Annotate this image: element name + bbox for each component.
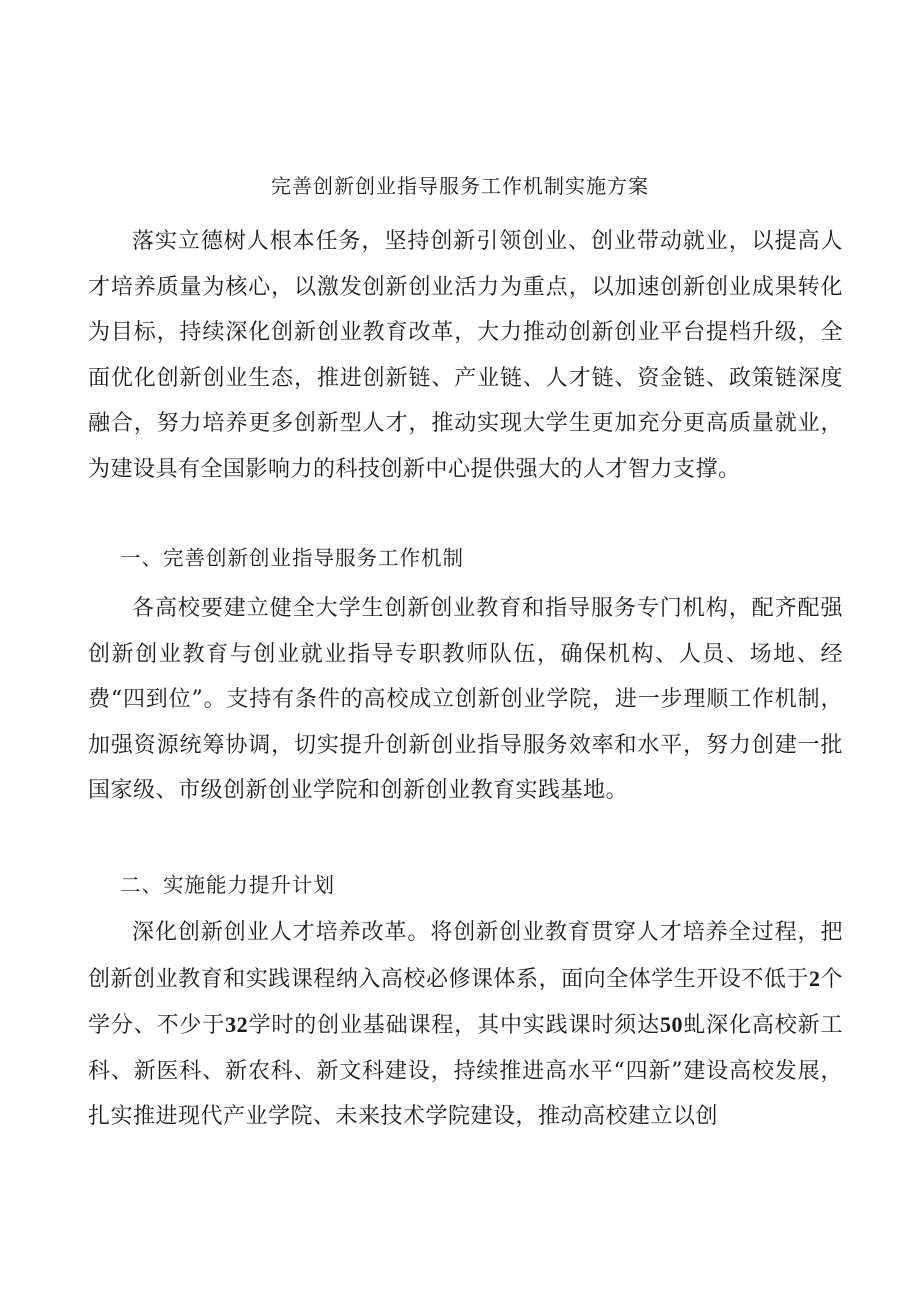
section-2-text-2: 个学分、不少于	[88, 966, 843, 1039]
section-2-heading: 二、实施能力提升计划	[120, 873, 335, 897]
section-1-heading: 一、完善创新创业指导服务工作机制	[120, 546, 464, 570]
document-title: 完善创新创业指导服务工作机制实施方案	[271, 174, 649, 198]
section-1-paragraph: 各高校要建立健全大学生创新创业教育和指导服务专门机构，配齐配强创新创业教育与创业就业指导专职教师队伍，确保机构、人员、场地、经费“四到位”。支持有条件的高校成立创新创业学院，进一步理顺工作机制，加强资源统筹协调，切实提升创新创业指导服务效率和水平，努力创建一批国家级、市级创新创业学院和创新创业教育实践基地。	[88, 596, 843, 804]
section-2-text-4: 虬深化高校新工科、新医科、新农科、新文科建设，持续推进高水平“四新”建设高校发展，扎实推进现代产业学院、未来技术学院建设，推动高校建立以创	[88, 1013, 843, 1130]
credits-number: 2	[808, 965, 821, 991]
percent-number: 50	[659, 1012, 683, 1038]
section-2-text-3: 学时的创业基础课程，其中实践课时须达	[248, 1013, 660, 1039]
section-2-paragraph	[88, 910, 843, 1140]
section-2-text-1: 深化创新创业人才培养改革。将创新创业教育贯穿人才培养全过程，把创新创业教育和实践课程纳入高校必修课体系，面向全体学生开设不低于	[88, 920, 843, 992]
hours-number: 32	[225, 1012, 249, 1038]
intro-paragraph: 落实立德树人根本任务，坚持创新引领创业、创业带动就业，以提高人才培养质量为核心，以激发创新创业活力为重点，以加速创新创业成果转化为目标，持续深化创新创业教育改革，大力推动创新创业平台提档升级，全面优化创新创业生态，推进创新链、产业链、人才链、资金链、政策链深度融合，努力培养更多创新型人才，推动实现大学生更加充分更高质量就业，为建设具有全国影响力的科技创新中心提供强大的人才智力支撑。	[88, 229, 843, 482]
